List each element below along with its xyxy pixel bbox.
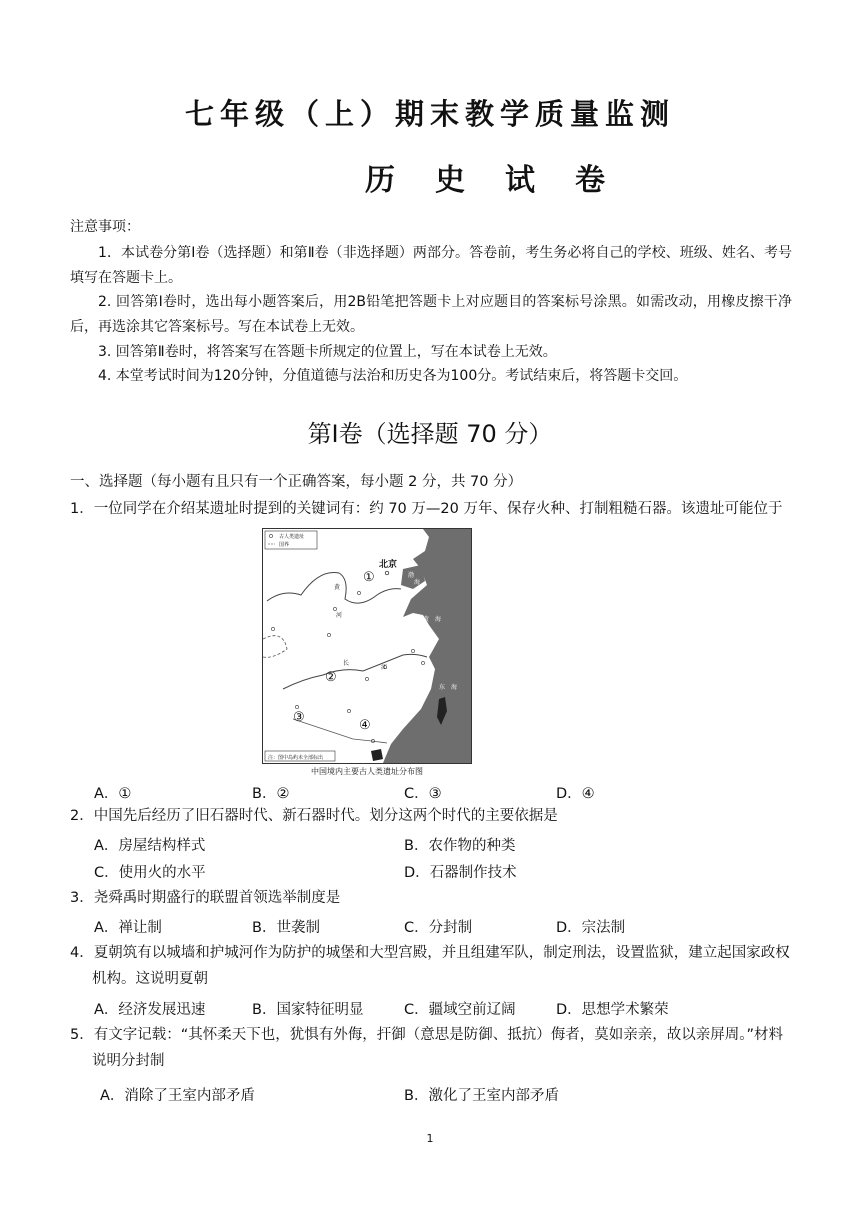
question-4-stem: 4．夏朝筑有以城墙和护城河作为防护的城堡和大型宫殿，并且组建军队，制定刑法，设置监狱，建立起国家政权机构。这说明夏朝 [70,945,790,987]
q2-option-b: B．农作物的种类 [404,838,516,854]
paper-title: 七年级（上）期末教学质量监测 [184,97,675,131]
site-number-4: ④ [359,718,371,733]
site-marker [365,677,368,680]
notes-heading: 注意事项： [70,219,140,235]
site-marker [385,571,389,575]
q3-option-d: D．宗法制 [556,920,626,936]
site-marker [295,705,298,708]
site-marker [271,627,274,630]
hainan-island [371,749,383,761]
part-intro: 一、选择题（每小题有且只有一个正确答案，每小题 2 分，共 70 分） [70,474,523,490]
subtitle-char: 历 [365,163,395,198]
q4-option-c: C．疆域空前辽阔 [404,1002,516,1018]
q3-option-a: A．禅让制 [94,920,162,936]
q3-option-c: C．分封制 [404,920,473,936]
border-line [263,636,287,658]
q1-option-b: B．② [252,786,290,802]
q5-option-a: A．消除了王室内部矛盾 [100,1088,255,1104]
note-item-1: 1．本试卷分第Ⅰ卷（选择题）和第Ⅱ卷（非选择题）两部分。答卷前，考生务必将自己的学校、班级、姓名、考号填写在答题卡上。 [70,245,792,286]
site-marker [411,649,414,652]
q2-option-a: A．房屋结构样式 [94,838,206,854]
question-5-stem: 5．有文字记载：“其怀柔天下也，犹惧有外侮，扞御（意思是防御、抵抗）侮者，莫如亲亲，故以亲屏周。”材料说明分封制 [70,1027,783,1069]
note-item-3: 3. 回答第Ⅱ卷时，将答案写在答题卡所规定的位置上，写在本试卷上无效。 [98,344,557,360]
q1-option-a: A．① [94,786,132,802]
site-number-3: ③ [293,710,305,725]
q3-option-b: B．世袭制 [252,920,320,936]
yellow-sea-label: 海 [435,616,442,623]
site-marker [327,633,330,636]
note-item-4: 4. 本堂考试时间为120分钟，分值道德与法治和历史各为100分。考试结束后，将答题卡交回。 [98,368,688,384]
section-title: 第Ⅰ卷（选择题 70 分） [307,420,553,448]
paper-subtitle [0,155,860,199]
q4-option-b: B．国家特征明显 [252,1002,364,1018]
map-graphic [263,529,471,763]
site-marker [347,709,350,712]
q2-option-c: C．使用火的水平 [94,865,206,881]
yangtze-label: 长 [343,660,350,667]
q4-option-a: A．经济发展迅速 [94,1002,206,1018]
note-item-2: 2. 回答第Ⅰ卷时，选出每小题答案后，用2B铅笔把答题卡上对应题目的答案标号涂黑。如需改动，用橡皮擦干净后，再选涂其它答案标号。写在本试卷上无效。 [70,294,792,335]
q4-option-d: D．思想学术繁荣 [556,1002,669,1018]
page-number: 1 [426,1132,434,1145]
map-note: 注：图中岛屿未全部标出 [268,755,324,761]
subtitle-char: 试 [505,163,535,198]
site-marker [357,591,360,594]
question-2-stem: 2．中国先后经历了旧石器时代、新石器时代。划分这两个时代的主要依据是 [70,808,558,824]
yangtze-river [283,654,427,689]
yellow-sea-label: 黄 [423,616,430,623]
question-3-stem: 3．尧舜禹时期盛行的联盟首领选举制度是 [70,890,341,906]
map-caption: 中国境内主要古人类遗址分布图 [311,767,423,776]
legend-border-label: 国界 [279,542,290,548]
site-marker [333,607,336,610]
east-sea-label: 海 [451,684,458,691]
yangtze-label: 江 [381,664,388,671]
legend-site-label: 古人类遗址 [279,534,305,540]
bohai-label: 渤 [408,572,415,579]
subtitle-char: 卷 [575,163,605,198]
site-number-1: ① [363,570,375,585]
q5-option-b: B．激化了王室内部矛盾 [404,1088,559,1104]
yellow-river-label: 黄 [334,584,341,591]
subtitle-char: 史 [435,163,465,198]
yellow-river-label: 河 [336,612,343,619]
beijing-label: 北京 [379,560,398,570]
question-1-stem: 1．一位同学在介绍某遗址时提到的关键词有：约 70 万—20 万年、保存火种、打制粗糙石器。该遗址可能位于 [70,501,783,517]
bohai-label: 海 [414,579,421,586]
q1-option-d: D．④ [556,786,595,802]
site-number-2: ② [325,670,337,685]
site-marker [421,661,424,664]
site-distribution-map [262,528,472,764]
east-sea-label: 东 [439,684,446,691]
q1-option-c: C．③ [404,786,442,802]
q2-option-d: D．石器制作技术 [404,865,517,881]
